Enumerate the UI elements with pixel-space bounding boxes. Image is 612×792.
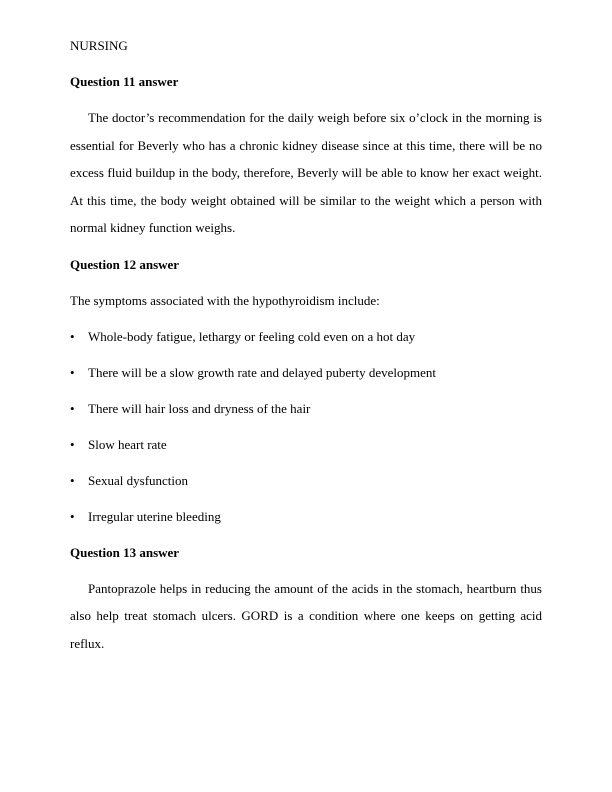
list-item	[70, 503, 542, 530]
bullet-icon: •	[70, 508, 75, 524]
list-item-text: Slow heart rate	[88, 436, 167, 452]
question-11-answer-text: The doctor’s recommendation for the daily weigh before six o’clock in the morning is essential for Beverly who has a chronic kidney disease since at this time, there will be no excess fluid buildup in the body, therefore, Beverly will be able to know her exact weight. At this time, the body weight obtained will be similar to the weight which a person with normal kidney function weighs.	[70, 110, 542, 235]
document-title: NURSING	[70, 38, 128, 53]
question-13-heading: Question 13 answer	[70, 544, 180, 560]
bullet-icon: •	[70, 364, 75, 380]
list-item	[70, 467, 542, 494]
list-item-text: There will hair loss and dryness of the hair	[88, 400, 311, 416]
question-12-intro-text: The symptoms associated with the hypothyroidism include:	[70, 292, 380, 308]
bullet-icon: •	[70, 472, 75, 488]
question-13-answer-text: Pantoprazole helps in reducing the amount of the acids in the stomach, heartburn thus also help treat stomach ulcers. GORD is a condition where one keeps on getting acid reflux.	[70, 580, 542, 651]
list-item	[70, 359, 542, 386]
question-12-heading: Question 12 answer	[70, 256, 180, 272]
list-item-text: There will be a slow growth rate and delayed puberty development	[88, 364, 436, 380]
list-item	[70, 323, 542, 350]
list-item	[70, 395, 542, 422]
list-item-text: Irregular uterine bleeding	[88, 508, 221, 524]
question-11-heading: Question 11 answer	[70, 74, 179, 89]
list-item-text: Sexual dysfunction	[88, 472, 189, 488]
list-item-text: Whole-body fatigue, lethargy or feeling cold even on a hot day	[88, 328, 416, 344]
bullet-icon: •	[70, 328, 75, 344]
bullet-icon: •	[70, 436, 75, 452]
bullet-icon: •	[70, 400, 75, 416]
list-item	[70, 431, 542, 458]
